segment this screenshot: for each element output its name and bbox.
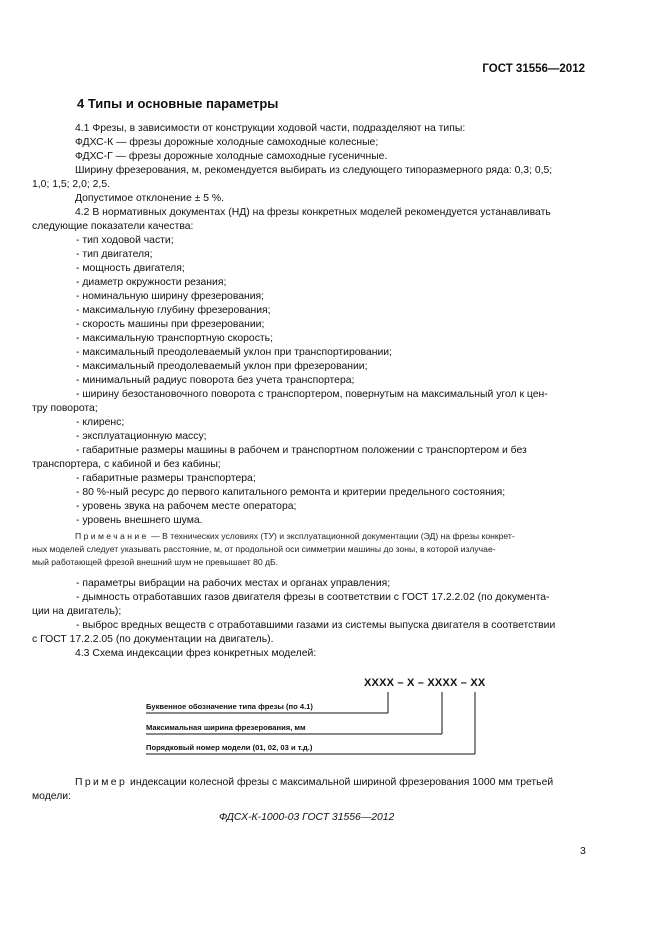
- list-item: - уровень звука на рабочем месте оператора;: [76, 501, 297, 512]
- paragraph-4-2-cont: следующие показатели качества:: [32, 221, 194, 232]
- list-item: - максимальную глубину фрезерования;: [76, 305, 271, 316]
- list-item: - минимальный радиус поворота без учета транспортера;: [76, 375, 355, 386]
- schema-label-type: Буквенное обозначение типа фрезы (по 4.1): [146, 702, 313, 711]
- schema-label-width: Максимальная ширина фрезерования, мм: [146, 723, 306, 732]
- list-item: - ширину безостановочного поворота с транспортером, повернутым на максимальный угол к цен-: [76, 389, 548, 400]
- list-item: - габаритные размеры машины в рабочем и транспортном положении с транспортером и без: [76, 445, 527, 456]
- index-code-pattern: XXXX – X – XXXX – XX: [364, 677, 486, 689]
- list-item: - габаритные размеры транспортера;: [76, 473, 256, 484]
- list-item: - максимальный преодолеваемый уклон при транспортировании;: [76, 347, 392, 358]
- list-item: - эксплуатационную массу;: [76, 431, 207, 442]
- list-item: - параметры вибрации на рабочих местах и органах управления;: [76, 578, 391, 589]
- type-g-line: ФДХС-Г — фрезы дорожные холодные самоходные гусеничные.: [75, 151, 388, 162]
- list-item: - 80 %-ный ресурс до первого капитального ремонта и критерии предельного состояния;: [76, 487, 506, 498]
- list-item: - максимальный преодолеваемый уклон при фрезеровании;: [76, 361, 368, 372]
- list-item: - номинальную ширину фрезерования;: [76, 291, 265, 302]
- list-item: - выброс вредных веществ с отработавшими газами из системы выпуска двигателя в соответствии: [76, 620, 556, 631]
- list-item: - мощность двигателя;: [76, 263, 185, 274]
- list-item: - максимальную транспортную скорость;: [76, 333, 273, 344]
- example-line-1: [32, 776, 628, 790]
- list-item-cont: транспортера, с кабиной и без кабины;: [32, 459, 221, 470]
- note-label: Примечание: [75, 531, 149, 541]
- example-label: Пример: [75, 777, 128, 788]
- list-item: - скорость машины при фрезеровании;: [76, 319, 265, 330]
- list-item: - клиренс;: [76, 417, 125, 428]
- list-item: - диаметр окружности резания;: [76, 277, 227, 288]
- list-item: - тип двигателя;: [76, 249, 153, 260]
- list-item-cont: тру поворота;: [32, 403, 98, 414]
- standard-code-header: ГОСТ 31556—2012: [482, 63, 585, 75]
- list-item: - уровень внешнего шума.: [76, 515, 203, 526]
- list-item-cont: ции на двигатель);: [32, 606, 122, 617]
- paragraph-4-3-line: 4.3 Схема индексации фрез конкретных моделей:: [75, 648, 317, 659]
- example-text: индексации колесной фрезы с максимальной шириной фрезерования 1000 мм третьей: [127, 777, 554, 788]
- example-code: ФДСХ-К-1000-03 ГОСТ 31556—2012: [219, 812, 395, 823]
- note-text: — В технических условиях (ТУ) и эксплуатационной документации (ЭД) на фрезы конкрет-: [148, 531, 515, 541]
- paragraph-4-1-line: 4.1 Фрезы, в зависимости от конструкции ходовой части, подразделяют на типы:: [75, 123, 466, 134]
- width-range-line: Ширину фрезерования, м, рекомендуется выбирать из следующего типоразмерного ряда: 0,3; 0,5;: [75, 165, 553, 176]
- page-number: 3: [580, 846, 586, 857]
- list-item: - дымность отработавших газов двигателя фрезы в соответствии с ГОСТ 17.2.2.02 (по документа-: [76, 592, 550, 603]
- width-range-cont: 1,0; 1,5; 2,0; 2,5.: [32, 179, 110, 190]
- note-line-2: ных моделей следует указывать расстояние, м, от продольной оси симметрии машины до зоны, в которой излучае-: [32, 544, 496, 554]
- list-item: - тип ходовой части;: [76, 235, 174, 246]
- list-item-cont: с ГОСТ 17.2.2.05 (по документации на двигатель).: [32, 634, 274, 645]
- section-title: 4 Типы и основные параметры: [77, 96, 279, 111]
- type-k-line: ФДХС-К — фрезы дорожные холодные самоходные колесные;: [75, 137, 379, 148]
- tolerance-line: Допустимое отклонение ± 5 %.: [75, 193, 225, 204]
- paragraph-4-2-line: 4.2 В нормативных документах (НД) на фрезы конкретных моделей рекомендуется устанавливать: [75, 207, 551, 218]
- example-line-2: модели:: [32, 791, 71, 802]
- note-line-3: мый работающей фрезой внешний шум не превышает 80 дБ.: [32, 557, 279, 567]
- schema-label-model-number: Порядковый номер модели (01, 02, 03 и т.д.): [146, 743, 313, 752]
